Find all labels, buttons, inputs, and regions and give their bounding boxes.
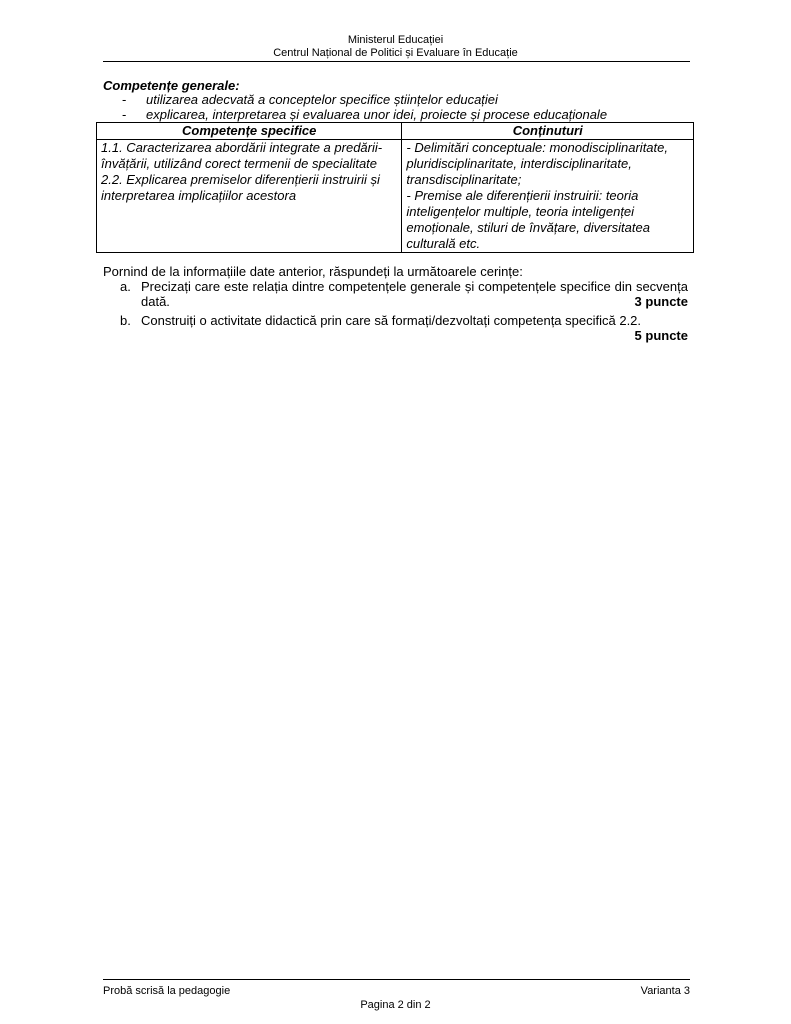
content-item: - Premise ale diferențierii instruirii: teoria inteligențelor multiple, teoria inteligenței emoționale, stiluri de învățare, diversitatea culturală etc. — [406, 188, 650, 251]
requirement-a — [120, 279, 688, 309]
table-row — [97, 140, 694, 253]
requirement-b — [120, 313, 688, 343]
column-header-content: Conținuturi — [402, 123, 694, 140]
list-item: - explicarea, interpretarea și evaluarea unor idei, proiecte și procese educaționale — [120, 107, 700, 122]
specific-competences-cell — [97, 140, 402, 253]
list-item: - utilizarea adecvată a conceptelor specifice științelor educației — [120, 92, 700, 107]
requirement-points: 3 puncte — [634, 294, 688, 309]
competences-table — [96, 122, 694, 253]
footer-variant: Varianta 3 — [640, 985, 690, 997]
header-ministry: Ministerul Educației — [347, 34, 444, 46]
header-divider — [103, 61, 690, 62]
specific-competence-item: 1.1. Caracterizarea abordării integrate a predării-învățării, utilizând corect termenii de specialitate — [101, 140, 383, 171]
requirement-label: b. — [120, 313, 131, 328]
header-center: Centrul Național de Politici și Evaluare în Educație — [273, 47, 518, 59]
content-cell — [402, 140, 694, 253]
footer-exam-title: Probă scrisă la pedagogie — [103, 985, 231, 997]
footer-divider — [103, 979, 690, 980]
general-competences-list — [120, 92, 700, 122]
content-item: - Delimitări conceptuale: monodisciplinaritate, pluridisciplinaritate, interdisciplinaritate, transdisciplinaritate; — [406, 140, 668, 187]
general-competences-title: Competențe generale: — [103, 78, 240, 93]
requirement-text: Precizați care este relația dintre competențele generale și competențele specifice din secvența dată. — [141, 279, 688, 309]
page-number: Pagina 2 din 2 — [360, 999, 431, 1011]
requirement-label: a. — [120, 279, 131, 294]
table-header-row — [97, 123, 694, 140]
column-header-specific: Competențe specifice — [97, 123, 402, 140]
specific-competence-item: 2.2. Explicarea premiselor diferențierii instruirii și interpretarea implicațiilor acestora — [101, 172, 380, 203]
requirement-text: Construiți o activitate didactică prin care să formați/dezvoltați competența specifică 2.2. — [141, 313, 642, 328]
requirements-intro: Pornind de la informațiile date anterior, răspundeți la următoarele cerințe: — [103, 264, 523, 279]
page-header — [0, 34, 791, 60]
requirement-points: 5 puncte — [634, 328, 688, 343]
